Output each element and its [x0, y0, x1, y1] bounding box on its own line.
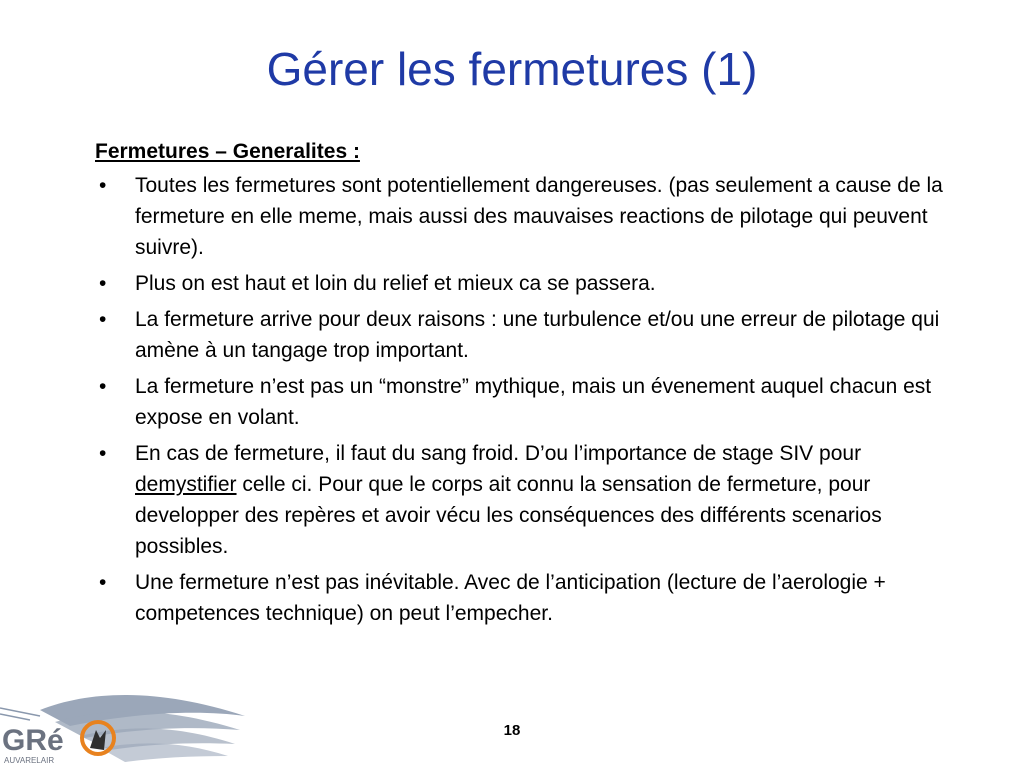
bullet-marker: • [99, 375, 107, 398]
bullet-text [135, 442, 882, 558]
bullet-text-post: celle ci. Pour que le corps ait connu la sensation de fermeture, pour developper des repères et avoir vécu les conséquences des différents scenarios possibles. [135, 473, 882, 558]
bullet-list [95, 170, 955, 629]
slide-title: Gérer les fermetures (1) [266, 43, 758, 95]
list-item [95, 438, 955, 562]
page-number: 18 [503, 722, 521, 739]
list-item [95, 268, 955, 299]
bullet-text: Plus on est haut et loin du relief et mieux ca se passera. [135, 272, 656, 295]
bullet-marker: • [99, 174, 107, 197]
list-item [95, 567, 955, 629]
bullet-marker: • [99, 571, 107, 594]
list-item [95, 304, 955, 366]
bullet-marker: • [99, 308, 107, 331]
bullet-text: La fermeture n’est pas un “monstre” mythique, mais un évenement auquel chacun est expose en volant. [135, 375, 932, 429]
logo-text: GRé [2, 724, 64, 757]
bullet-marker: • [99, 272, 107, 295]
underlined-word: demystifier [135, 473, 237, 496]
bullet-text: Une fermeture n’est pas inévitable. Avec de l’anticipation (lecture de l’aerologie + competences technique) on peut l’empecher. [135, 571, 886, 625]
section-heading: Fermetures – Generalites : [95, 140, 360, 163]
bullet-text-pre: En cas de fermeture, il faut du sang froid. D’ou l’importance de stage SIV pour [135, 442, 862, 465]
bullet-marker: • [99, 442, 107, 465]
bullet-text: Toutes les fermetures sont potentiellement dangereuses. (pas seulement a cause de la fermeture en elle meme, mais aussi des mauvaises reactions de pilotage qui peuvent suivre). [135, 174, 943, 259]
list-item [95, 170, 955, 263]
slide-body [95, 136, 955, 634]
list-item [95, 371, 955, 433]
logo-subtitle: AUVARELAIR [4, 756, 55, 765]
bullet-text: La fermeture arrive pour deux raisons : une turbulence et/ou une erreur de pilotage qui amène à un tangage trop important. [135, 308, 940, 362]
